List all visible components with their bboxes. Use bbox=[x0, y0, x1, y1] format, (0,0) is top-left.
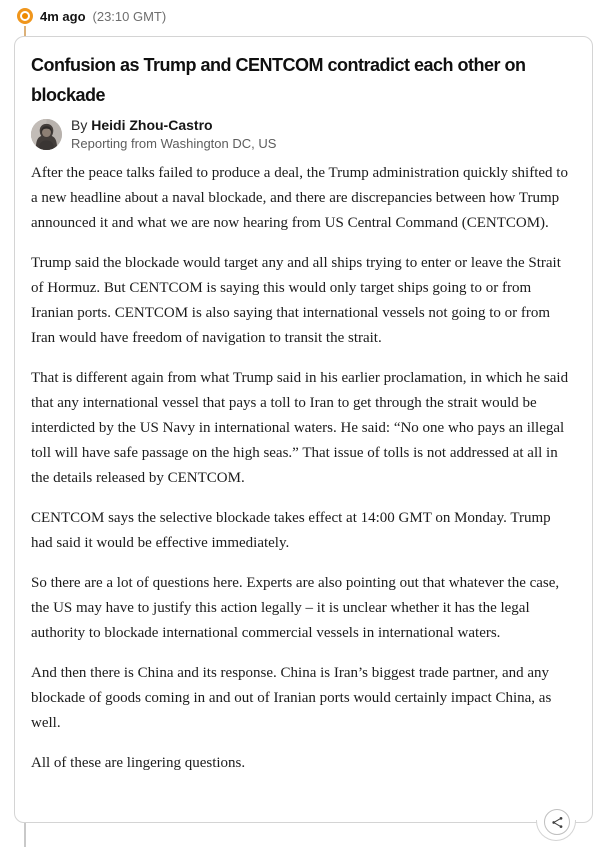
byline-author: Heidi Zhou-Castro bbox=[91, 117, 213, 133]
share-button[interactable] bbox=[544, 809, 570, 835]
author-avatar bbox=[31, 119, 62, 150]
timeline-connector-top bbox=[24, 26, 26, 36]
share-icon bbox=[550, 815, 565, 830]
byline bbox=[31, 117, 576, 151]
post-card bbox=[14, 36, 593, 823]
timeline-dot-icon bbox=[17, 8, 33, 24]
timeline-connector-bottom bbox=[24, 823, 26, 847]
post-timestamp bbox=[17, 8, 166, 24]
article-body bbox=[31, 161, 576, 776]
paragraph: That is different again from what Trump said in his earlier proclamation, in which he said that any international vessel that pays a toll to Iran to get through the strait would be interdicted by the US Navy in international waters. He said: “No one who pays an illegal toll will have safe passage on the high seas.” That issue of tolls is not addressed at all in the details released by CENTCOM. bbox=[31, 370, 569, 486]
paragraph: Trump said the blockade would target any and all ships trying to enter or leave the Strait of Hormuz. But CENTCOM is saying this would only target ships going to or from Iranian ports. CENTCOM is also saying that international vessels not going to or from Iran would have freedom of navigation to transit the strait. bbox=[31, 255, 561, 346]
time-gmt-label: (23:10 GMT) bbox=[92, 8, 167, 24]
paragraph: After the peace talks failed to produce a deal, the Trump administration quickly shifted to a new headline about a naval blockade, and there are discrepancies between how Trump announced it and what we are now hearing from US Central Command (CENTCOM). bbox=[31, 165, 568, 231]
paragraph: So there are a lot of questions here. Experts are also pointing out that whatever the case, the US may have to justify this action legally – it is unclear whether it has the legal authority to blockade international commercial vessels in international waters. bbox=[31, 575, 560, 641]
time-ago-label: 4m ago bbox=[40, 8, 86, 24]
author-name bbox=[71, 117, 276, 133]
post-headline: Confusion as Trump and CENTCOM contradict each other on blockade bbox=[31, 55, 526, 105]
byline-text bbox=[71, 117, 276, 151]
paragraph: All of these are lingering questions. bbox=[31, 755, 246, 771]
paragraph: CENTCOM says the selective blockade takes effect at 14:00 GMT on Monday. Trump had said it would be effective immediately. bbox=[31, 510, 551, 551]
paragraph: And then there is China and its response. China is Iran’s biggest trade partner, and any blockade of goods coming in and out of Iranian ports would certainly impact China, as well. bbox=[31, 665, 552, 731]
byline-prefix: By bbox=[71, 117, 88, 133]
author-location: Reporting from Washington DC, US bbox=[71, 136, 277, 151]
